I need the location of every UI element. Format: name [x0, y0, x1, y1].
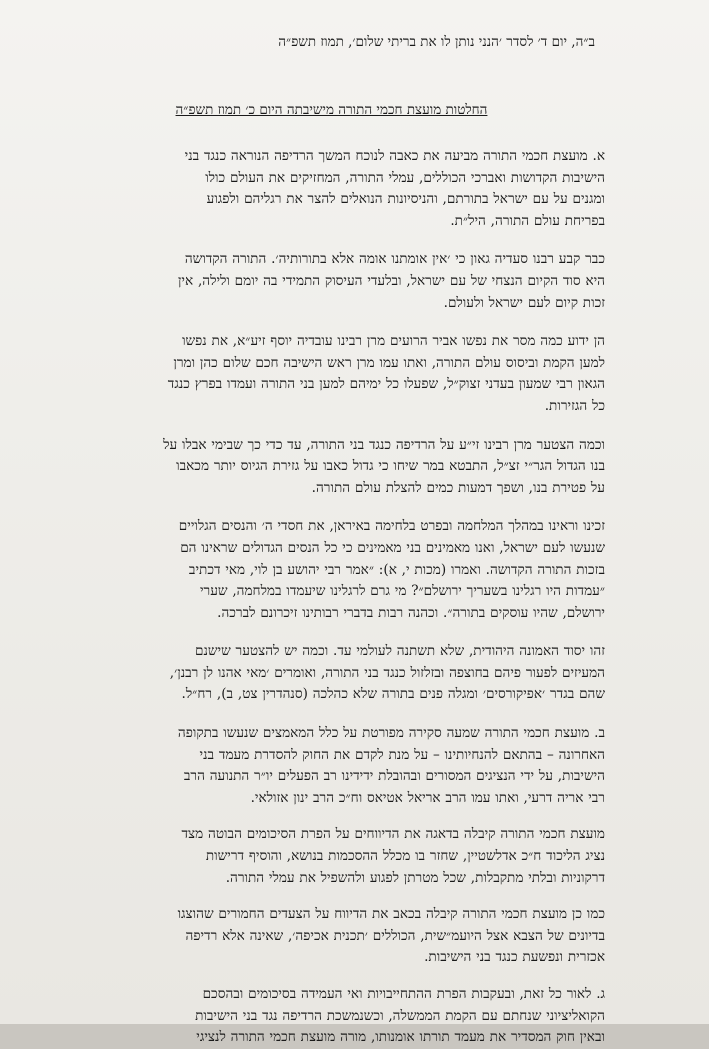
- text-line: דרקוניות ובלתי מתקבלות, שכל מטרתן לפגוע ולהשפיל את עמלי התורה.: [225, 869, 605, 886]
- paragraph: [58, 146, 605, 232]
- paragraph: [58, 904, 605, 969]
- text-line: בנו הגדול הגר״י זצ״ל, התבטא במר שיחו כי גדול כאבו על גזירת הגיוס יותר מכאבו: [176, 458, 605, 475]
- text-line: שהם בגדר ׳אפיקורסים׳ ומגלה פנים בתורה שלא כהלכה (סנהדרין צט, ב), רח״ל.: [181, 686, 605, 703]
- paragraph: [58, 984, 605, 1049]
- paragraph: [58, 723, 605, 809]
- text-line: ומגנים על עם ישראל בתורתם, והניסיונות הנואלים להצר את רגליהם ולפגוע: [206, 191, 605, 208]
- paragraph: [58, 516, 605, 624]
- document-body: [58, 146, 605, 1049]
- text-line: המעיזים לפעור פיהם בחוצפה ובזלזול כנגד בני התורה, ואומרים ׳מאי אהנו לן רבנן׳,: [169, 664, 605, 681]
- text-line: בפריחת עולם התורה, היל״ת.: [450, 212, 605, 229]
- text-line: אכזרית ונפשעת כנגד בני הישיבות.: [424, 949, 605, 966]
- text-line: ג. לאור כל זאת, ובעקבות הפרת ההתחייבויות ואי העמידה בסיכומים ובהסכם: [202, 986, 605, 1002]
- text-line: הגאון רבי שמעון בעדני זצוק״ל, שפעלו כל ימיהם למען בני התורה ועמדו בפרץ כנגד: [167, 376, 605, 393]
- text-line: זכות קיום לעם ישראל ולעולם.: [443, 294, 605, 311]
- text-line: למען הקמת וביסוס עולם התורה, ואתו עמו מרן ראש הישיבה חכם שלום כהן ומרן: [173, 354, 605, 371]
- paragraph: [58, 249, 605, 314]
- paragraph: [58, 435, 605, 500]
- text-line: מועצת חכמי התורה קיבלה בדאגה את הדיווחים על הפרת הסיכומים הבוטה מצד: [181, 826, 605, 843]
- text-line: היא סוד הקיום הנצחי של עם ישראל, ובלעדי העיסוק התמידי בה יומם ולילה, אין: [177, 272, 605, 289]
- text-line: זהו יסוד האמונה היהודית, שלא תשתנה לעולמי עד. וכמה יש להצטער שישנם: [194, 643, 605, 660]
- text-line: בדיונים של הצבא אצל היועמ״שית, הכוללים ׳תכנית אכיפה׳, שאינה אלא רדיפה: [185, 927, 605, 944]
- text-line: ב. מועצת חכמי התורה שמעה סקירה מפורטת על כלל המאמצים שנעשו בתקופה: [177, 725, 605, 742]
- text-line: כמו כן מועצת חכמי התורה קיבלה בכאב את הדיווח על הצעדים החמורים שהוצגו: [177, 906, 605, 923]
- text-line: בזכות התורה הקדושה. ואמרו (מכות י, א): ״אמר רבי יהושע בן לוי, מאי דכתיב: [188, 561, 605, 578]
- text-line: א. מועצת חכמי התורה מביעה את כאבה לנוכח המשך הרדיפה הנוראה כנגד בני: [184, 148, 605, 164]
- date-line: ב״ה, יום ד׳ לסדר ׳הנני נותן לו את בריתי שלום׳, תמוז תשפ״ה: [278, 34, 595, 50]
- text-line: הקואליציוני שנחתם עם הקמת הממשלה, וכשנמשכת הרדיפה נגד בני הישיבות: [195, 1007, 605, 1024]
- text-line: ירושלם, שהיו עוסקים בתורה״. וכהנה רבות בדברי רבותינו זיכרונם לברכה.: [217, 604, 605, 621]
- text-line: רבי אריה דרעי, ואתו עמו הרב אריאל אטיאס וח״כ הרב ינון אזולאי.: [250, 789, 605, 806]
- paragraph: [58, 824, 605, 889]
- text-line: הישיבות, על ידי הנציגים המסורים ובהובלת ידידינו רב הפעלים יו״ר התנועה הרב: [183, 768, 605, 785]
- paragraph: [58, 641, 605, 706]
- text-line: וכמה הצטער מרן רבינו זי״ע על הרדיפה כנגד בני התורה, עד כדי כך שבימי אבלו על: [163, 436, 605, 453]
- text-line: נציג הליכוד ח״כ אדלשטיין, שחזר בו מכלל ההסכמות בנושא, והוסיף דרישות: [205, 848, 605, 865]
- text-line: שנעשו לעם ישראל, ואנו מאמינים בני מאמינים כי כל הנסים הגדולים שראינו הם: [180, 539, 605, 556]
- document-title: החלטות מועצת חכמי התורה מישיבתה היום כ׳ תמוז תשפ״ה: [175, 102, 488, 118]
- text-line: כבר קבע רבנו סעדיה גאון כי ׳אין אומתנו אומה אלא בתורותיה׳. התורה הקדושה: [184, 251, 605, 268]
- text-line: האחרונה – בהתאם להנחיותינו – על מנת לקדם את החוק להסדרת מעמד בני: [199, 746, 605, 763]
- paragraph: [58, 331, 605, 417]
- text-line: הישיבות הקדושות ואברכי הכוללים, עמלי התורה, המחזיקים את העולם כולו: [205, 169, 605, 186]
- text-line: כל הגזירות.: [544, 397, 605, 414]
- text-line: על פטירת בנו, ושפך דמעות כמים להצלת עולם התורה.: [311, 479, 605, 496]
- text-line: זכינו וראינו במהלך המלחמה ובפרט בלחימה באיראן, את חסדי ה׳ והנסים הגלויים: [178, 518, 605, 535]
- text-line: ובאין חוק המסדיר את מעמד תורתו אומנותו, מורה מועצת חכמי התורה לנציגי: [196, 1029, 605, 1046]
- text-line: ״עמדות היו רגלינו בשעריך ירושלם״? מי גרם לרגלינו שיעמדו במלחמה, שערי: [199, 583, 605, 600]
- text-line: הן ידוע כמה מסר את נפשו אביר הרועים מרן רבינו עובדיה יוסף זיע״א, את נפשו: [182, 333, 605, 350]
